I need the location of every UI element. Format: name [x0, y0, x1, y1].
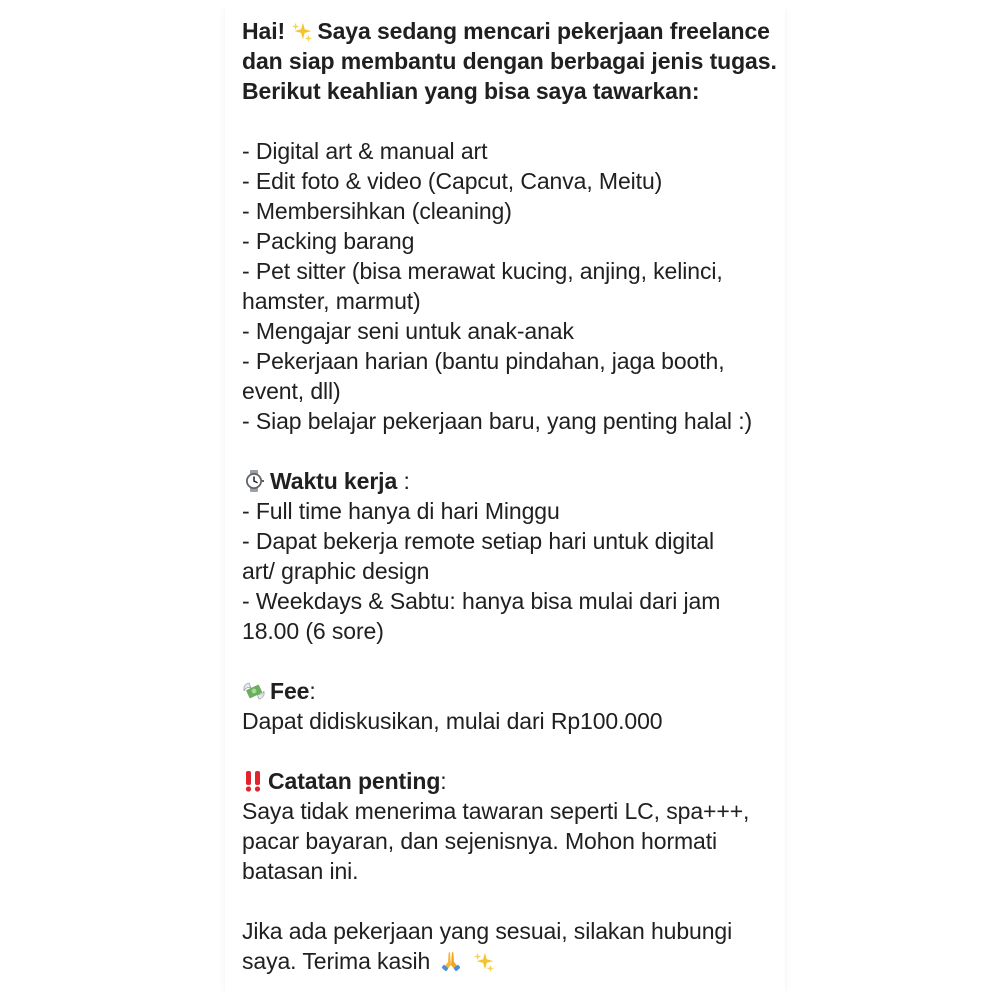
folded-hands-icon — [439, 949, 463, 973]
spacer — [242, 886, 782, 916]
work-time-title: Waktu kerja — [270, 468, 398, 494]
spacer — [242, 736, 782, 766]
intro-text-1: Saya sedang mencari pekerjaan freelance — [317, 18, 770, 44]
note-line: batasan ini. — [242, 858, 359, 884]
closing-text: saya. Terima kasih — [242, 948, 431, 974]
work-time-heading — [242, 466, 782, 496]
note-colon: : — [440, 768, 447, 794]
skill-item: - Siap belajar pekerjaan baru, yang penting halal :) — [242, 408, 753, 434]
sparkles-icon — [291, 21, 313, 43]
fee-colon: : — [309, 678, 316, 704]
fee-heading — [242, 676, 782, 706]
watch-icon — [242, 469, 266, 493]
work-time-item: - Full time hanya di hari Minggu — [242, 498, 560, 524]
skill-item: event, dll) — [242, 378, 341, 404]
skill-item: - Membersihkan (cleaning) — [242, 198, 512, 224]
intro-line-3: Berikut keahlian yang bisa saya tawarkan: — [242, 78, 700, 104]
spacer — [242, 436, 782, 466]
spacer — [242, 106, 782, 136]
fee-text: Dapat didiskusikan, mulai dari Rp100.000 — [242, 708, 663, 734]
closing-line-1: Jika ada pekerjaan yang sesuai, silakan hubungi — [242, 918, 733, 944]
skill-item: - Packing barang — [242, 228, 415, 254]
note-heading — [242, 766, 782, 796]
skill-item: - Digital art & manual art — [242, 138, 488, 164]
work-time-colon: : — [397, 468, 410, 494]
spacer — [242, 646, 782, 676]
message-text — [242, 16, 782, 976]
work-time-item: 18.00 (6 sore) — [242, 618, 384, 644]
skill-item: - Pet sitter (bisa merawat kucing, anjing, kelinci, — [242, 258, 723, 284]
greeting: Hai! — [242, 18, 286, 44]
intro-line-2: dan siap membantu dengan berbagai jenis tugas. — [242, 48, 777, 74]
note-line: pacar bayaran, dan sejenisnya. Mohon hormati — [242, 828, 718, 854]
money-with-wings-icon — [242, 679, 266, 703]
fee-title: Fee — [270, 678, 310, 704]
note-title: Catatan penting — [268, 768, 441, 794]
skill-item: - Edit foto & video (Capcut, Canva, Meitu) — [242, 168, 663, 194]
note-line: Saya tidak menerima tawaran seperti LC, spa+++, — [242, 798, 750, 824]
skill-item: - Mengajar seni untuk anak-anak — [242, 318, 574, 344]
work-time-item: art/ graphic design — [242, 558, 430, 584]
work-time-item: - Dapat bekerja remote setiap hari untuk digital — [242, 528, 715, 554]
closing-line-2 — [242, 946, 782, 976]
message-card — [225, 0, 785, 1000]
work-time-item: - Weekdays & Sabtu: hanya bisa mulai dari jam — [242, 588, 721, 614]
intro-line-1 — [242, 16, 782, 46]
skill-item: hamster, marmut) — [242, 288, 421, 314]
sparkles-icon — [473, 951, 495, 973]
skill-item: - Pekerjaan harian (bantu pindahan, jaga booth, — [242, 348, 725, 374]
double-exclamation-icon — [242, 769, 266, 793]
